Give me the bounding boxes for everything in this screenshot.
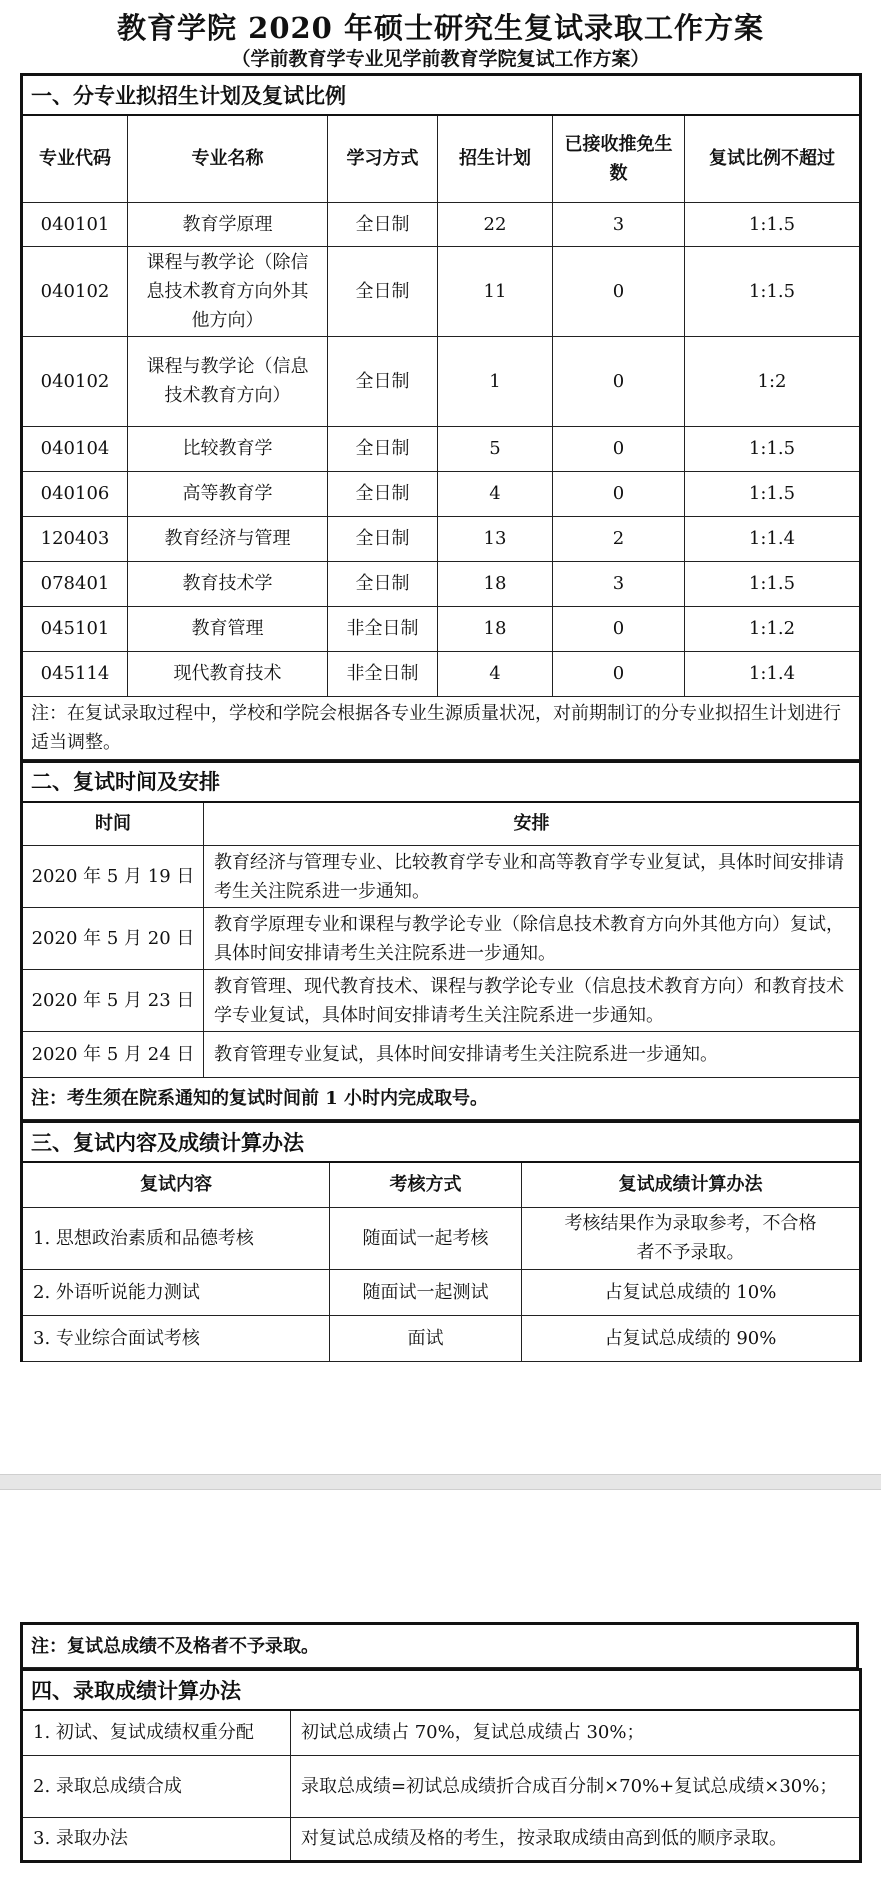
cell-plan: 1	[438, 336, 553, 426]
cell-ratio: 1:1.4	[685, 651, 861, 696]
cell-code: 040101	[22, 202, 128, 246]
cell-plan: 4	[438, 471, 553, 516]
cell-content: 1. 思想政治素质和品德考核	[22, 1207, 330, 1269]
header-content: 复试内容	[22, 1162, 330, 1207]
header-major-code: 专业代码	[22, 115, 128, 202]
section2-table	[20, 760, 862, 1121]
page-break	[0, 1474, 881, 1490]
section3-note: 注：复试总成绩不及格者不予录取。	[22, 1624, 858, 1668]
header-ratio: 复试比例不超过	[685, 115, 861, 202]
cell-name: 现代教育技术	[128, 651, 328, 696]
cell-plan: 22	[438, 202, 553, 246]
table-row	[22, 1032, 861, 1078]
cell-ratio: 1:1.5	[685, 426, 861, 471]
header-major-name: 专业名称	[128, 115, 328, 202]
cell-date: 2020 年 5 月 19 日	[22, 846, 204, 908]
cell-ratio: 1:1.5	[685, 202, 861, 246]
page-subtitle: （学前教育学专业见学前教育学院复试工作方案）	[231, 48, 650, 70]
cell-name: 课程与教学论（信息技术教育方向）	[128, 336, 328, 426]
table-row	[22, 1269, 861, 1315]
cell-rule: 初试总成绩占 70%，复试总成绩占 30%；	[291, 1710, 861, 1755]
cell-recommended: 3	[553, 561, 685, 606]
cell-date: 2020 年 5 月 23 日	[22, 970, 204, 1032]
cell-plan: 18	[438, 561, 553, 606]
cell-rule: 录取总成绩=初试总成绩折合成百分制×70%+复试总成绩×30%；	[291, 1755, 861, 1817]
table-row	[22, 606, 861, 651]
table-row	[22, 846, 861, 908]
header-enrollment-plan: 招生计划	[438, 115, 553, 202]
cell-ratio: 1:1.2	[685, 606, 861, 651]
cell-ratio: 1:1.5	[685, 246, 861, 336]
cell-method: 随面试一起考核	[330, 1207, 522, 1269]
cell-code: 120403	[22, 516, 128, 561]
table-row	[22, 908, 861, 970]
cell-mode: 全日制	[328, 561, 438, 606]
document-table-upper	[20, 73, 859, 1362]
header-method: 考核方式	[330, 1162, 522, 1207]
table-row	[22, 970, 861, 1032]
cell-recommended: 2	[553, 516, 685, 561]
table-row	[22, 471, 861, 516]
cell-arrangement: 教育管理专业复试，具体时间安排请考生关注院系进一步通知。	[204, 1032, 861, 1078]
cell-recommended: 0	[553, 336, 685, 426]
cell-code: 040102	[22, 246, 128, 336]
cell-mode: 非全日制	[328, 606, 438, 651]
cell-content: 3. 专业综合面试考核	[22, 1315, 330, 1361]
section3-heading: 三、复试内容及成绩计算办法	[22, 1122, 861, 1163]
table-row	[22, 1315, 861, 1361]
cell-mode: 全日制	[328, 516, 438, 561]
table-row	[22, 426, 861, 471]
cell-code: 045101	[22, 606, 128, 651]
cell-arrangement: 教育学原理专业和课程与教学论专业（除信息技术教育方向外其他方向）复试，具体时间安排请考生关注院系进一步通知。	[204, 908, 861, 970]
header-arrangement: 安排	[204, 802, 861, 846]
section1-heading: 一、分专业拟招生计划及复试比例	[22, 75, 861, 116]
cell-arrangement: 教育经济与管理专业、比较教育学专业和高等教育学专业复试，具体时间安排请考生关注院系进一步通知。	[204, 846, 861, 908]
cell-date: 2020 年 5 月 20 日	[22, 908, 204, 970]
cell-code: 045114	[22, 651, 128, 696]
section4-table	[20, 1668, 862, 1863]
cell-recommended: 0	[553, 606, 685, 651]
section2-note: 注：考生须在院系通知的复试时间前 1 小时内完成取号。	[22, 1078, 861, 1120]
header-time: 时间	[22, 802, 204, 846]
cell-arrangement: 教育管理、现代教育技术、课程与教学论专业（信息技术教育方向）和教育技术学专业复试，具体时间安排请考生关注院系进一步通知。	[204, 970, 861, 1032]
cell-recommended: 3	[553, 202, 685, 246]
cell-scoring: 考核结果作为录取参考，不合格者不予录取。	[522, 1207, 861, 1269]
cell-name: 教育技术学	[128, 561, 328, 606]
cell-plan: 18	[438, 606, 553, 651]
table-row	[22, 1817, 861, 1861]
cell-recommended: 0	[553, 471, 685, 516]
cell-plan: 13	[438, 516, 553, 561]
cell-recommended: 0	[553, 246, 685, 336]
cell-ratio: 1:1.5	[685, 471, 861, 516]
cell-mode: 全日制	[328, 202, 438, 246]
cell-content: 2. 外语听说能力测试	[22, 1269, 330, 1315]
section3-note-table	[20, 1622, 859, 1668]
section1-note: 注：在复试录取过程中，学校和学院会根据各专业生源质量状况，对前期制订的分专业拟招生计划进行适当调整。	[22, 696, 861, 759]
cell-ratio: 1:2	[685, 336, 861, 426]
cell-code: 040102	[22, 336, 128, 426]
cell-mode: 全日制	[328, 336, 438, 426]
table-row	[22, 651, 861, 696]
cell-date: 2020 年 5 月 24 日	[22, 1032, 204, 1078]
cell-method: 随面试一起测试	[330, 1269, 522, 1315]
table-row	[22, 1207, 861, 1269]
page-title: 教育学院 2020 年硕士研究生复试录取工作方案	[117, 11, 764, 45]
cell-name: 课程与教学论（除信息技术教育方向外其他方向）	[128, 246, 328, 336]
cell-plan: 4	[438, 651, 553, 696]
cell-mode: 全日制	[328, 471, 438, 516]
cell-name: 高等教育学	[128, 471, 328, 516]
table-row	[22, 246, 861, 336]
cell-plan: 11	[438, 246, 553, 336]
cell-mode: 全日制	[328, 426, 438, 471]
header-recommended-count: 已接收推免生数	[553, 115, 685, 202]
cell-ratio: 1:1.5	[685, 561, 861, 606]
cell-method: 面试	[330, 1315, 522, 1361]
header-study-mode: 学习方式	[328, 115, 438, 202]
cell-name: 教育学原理	[128, 202, 328, 246]
cell-item: 2. 录取总成绩合成	[22, 1755, 291, 1817]
cell-rule: 对复试总成绩及格的考生，按录取成绩由高到低的顺序录取。	[291, 1817, 861, 1861]
cell-recommended: 0	[553, 651, 685, 696]
document-table-lower	[20, 1622, 859, 1863]
table-row	[22, 561, 861, 606]
cell-code: 078401	[22, 561, 128, 606]
cell-name: 比较教育学	[128, 426, 328, 471]
cell-code: 040106	[22, 471, 128, 516]
cell-name: 教育管理	[128, 606, 328, 651]
table-row	[22, 516, 861, 561]
section3-table	[20, 1120, 862, 1362]
table-row	[22, 1710, 861, 1755]
cell-code: 040104	[22, 426, 128, 471]
section2-heading: 二、复试时间及安排	[22, 761, 861, 802]
section4-heading: 四、录取成绩计算办法	[22, 1670, 861, 1711]
cell-item: 3. 录取办法	[22, 1817, 291, 1861]
section1-table	[20, 73, 862, 760]
cell-scoring: 占复试总成绩的 90%	[522, 1315, 861, 1361]
table-row	[22, 336, 861, 426]
table-row	[22, 1755, 861, 1817]
table-row	[22, 202, 861, 246]
header-scoring: 复试成绩计算办法	[522, 1162, 861, 1207]
cell-scoring: 占复试总成绩的 10%	[522, 1269, 861, 1315]
cell-item: 1. 初试、复试成绩权重分配	[22, 1710, 291, 1755]
cell-plan: 5	[438, 426, 553, 471]
cell-mode: 非全日制	[328, 651, 438, 696]
cell-ratio: 1:1.4	[685, 516, 861, 561]
cell-recommended: 0	[553, 426, 685, 471]
cell-mode: 全日制	[328, 246, 438, 336]
cell-name: 教育经济与管理	[128, 516, 328, 561]
